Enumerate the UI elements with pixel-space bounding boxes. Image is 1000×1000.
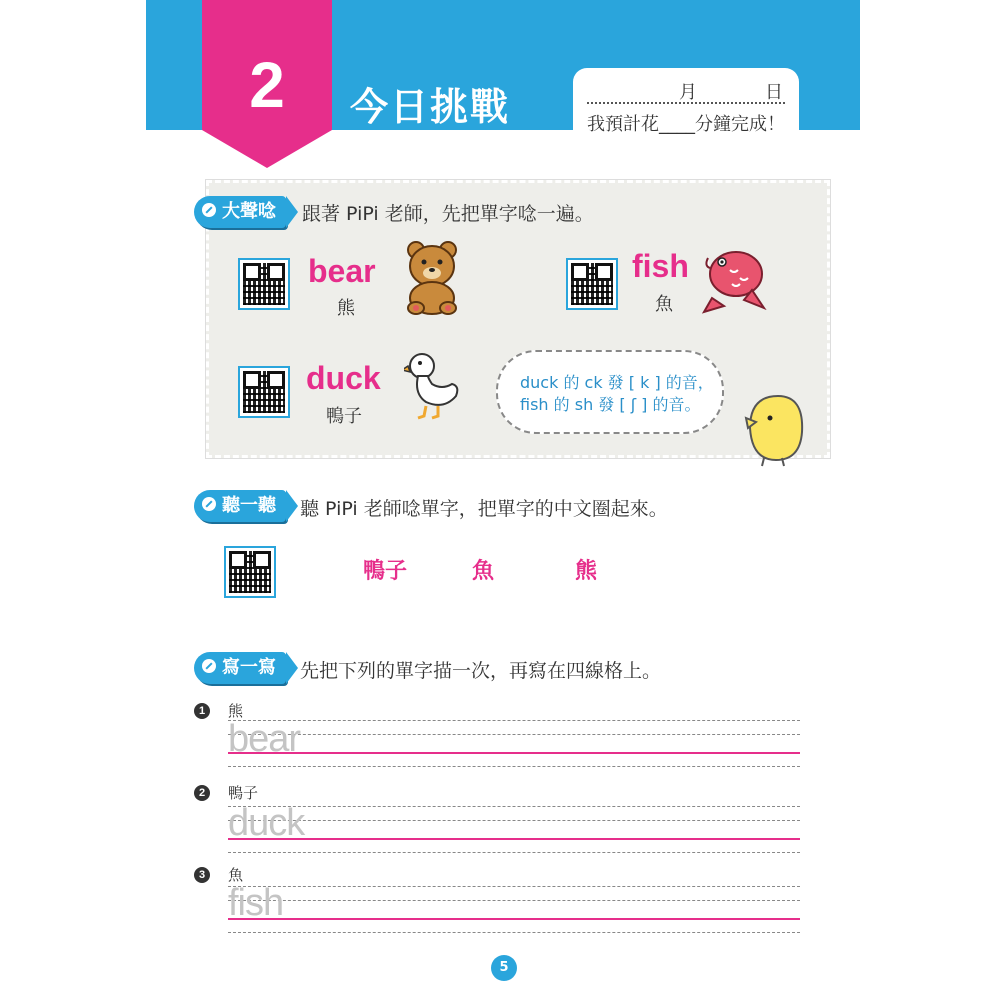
section-listen-pill — [194, 490, 286, 522]
word-bear-zh: 熊 — [337, 298, 355, 319]
trace-word-3: fish — [228, 882, 284, 924]
qr-code-icon[interactable] — [566, 258, 618, 310]
section-listen-label: 聽一聽 — [222, 495, 276, 516]
section-write-instruction: 先把下列的單字描一次，再寫在四線格上。 — [300, 660, 662, 682]
bear-icon — [404, 240, 462, 316]
word-bear: bear — [308, 253, 376, 289]
section-read-instruction: 跟著 PiPi 老師，先把單字唸一遍。 — [302, 203, 594, 225]
trace-word-2: duck — [228, 802, 305, 844]
duck-icon — [404, 350, 462, 422]
word-fish-zh: 魚 — [655, 294, 673, 315]
date-day-label: 日 — [765, 82, 783, 103]
word-duck-zh: 鴨子 — [326, 406, 362, 427]
qr-code-icon[interactable] — [238, 366, 290, 418]
item-number-1: 1 — [194, 703, 210, 719]
pencil-icon — [202, 203, 216, 217]
tip-line-1: duck 的 ck 發 [ k ] 的音， — [520, 373, 714, 392]
item-number-3: 3 — [194, 867, 210, 883]
writing-lines-1[interactable] — [228, 720, 800, 770]
writing-lines-3[interactable] — [228, 882, 800, 936]
writing-lines-2[interactable] — [228, 802, 800, 856]
date-month-label: 月 — [679, 82, 697, 103]
section-write-label: 寫一寫 — [222, 657, 276, 678]
section-listen-instruction: 聽 PiPi 老師唸單字，把單字的中文圈起來。 — [300, 498, 668, 520]
pencil-icon — [202, 659, 216, 673]
choice-bear[interactable]: 熊 — [575, 559, 598, 584]
trace-word-1: bear — [228, 718, 301, 760]
qr-code-icon[interactable] — [224, 546, 276, 598]
page-number: 5 — [491, 955, 517, 981]
item-zh-3: 魚 — [228, 866, 244, 884]
lesson-number: 2 — [249, 49, 285, 121]
pencil-icon — [202, 497, 216, 511]
item-zh-2: 鴨子 — [228, 784, 259, 802]
word-duck: duck — [306, 360, 381, 396]
lesson-number-tab — [202, 0, 332, 168]
section-read-label: 大聲唸 — [222, 201, 276, 222]
choice-duck[interactable]: 鴨子 — [363, 559, 408, 584]
choice-fish[interactable]: 魚 — [472, 559, 495, 584]
chick-mascot-icon — [740, 388, 810, 468]
page-title: 今日挑戰 — [350, 85, 511, 129]
tip-speech-bubble — [496, 350, 724, 434]
tip-line-2: fish 的 sh 發 [ ʃ ] 的音。 — [520, 395, 701, 414]
section-write-pill — [194, 652, 286, 684]
qr-code-icon[interactable] — [238, 258, 290, 310]
word-fish: fish — [632, 248, 689, 284]
item-number-2: 2 — [194, 785, 210, 801]
item-zh-1: 熊 — [228, 702, 244, 720]
date-box — [573, 68, 799, 146]
section-read-pill — [194, 196, 286, 228]
plan-time-text: 我預計花____分鐘完成！ — [587, 114, 785, 135]
fish-icon — [700, 240, 770, 316]
date-row — [587, 76, 785, 104]
